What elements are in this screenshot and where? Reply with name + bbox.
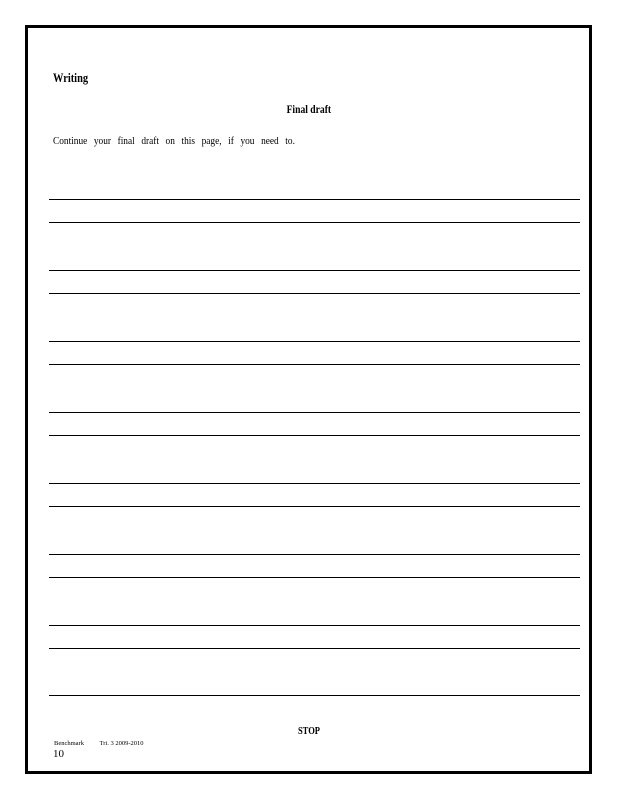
writing-line bbox=[49, 695, 580, 696]
writing-line bbox=[49, 412, 580, 413]
stop-text: STOP bbox=[297, 726, 321, 737]
writing-line bbox=[49, 341, 580, 342]
footer-term: Tri. 3 2009-2010 bbox=[99, 740, 144, 747]
page-title bbox=[0, 102, 618, 117]
writing-line bbox=[49, 625, 580, 626]
writing-line bbox=[49, 435, 580, 436]
writing-line bbox=[49, 577, 580, 578]
instruction-text: Continue your final draft on this page, if you need to. bbox=[53, 135, 295, 147]
stop-label bbox=[0, 726, 618, 737]
writing-line bbox=[49, 554, 580, 555]
footer-benchmark: Benchmark bbox=[54, 740, 84, 747]
writing-line bbox=[49, 293, 580, 294]
writing-line bbox=[49, 506, 580, 507]
page-number: 10 bbox=[53, 748, 64, 760]
writing-line bbox=[49, 270, 580, 271]
writing-line bbox=[49, 483, 580, 484]
section-title: Writing bbox=[53, 70, 89, 85]
writing-line bbox=[49, 364, 580, 365]
footer-meta bbox=[54, 740, 158, 747]
page-title-text: Final draft bbox=[286, 102, 332, 116]
writing-line bbox=[49, 222, 580, 223]
writing-line bbox=[49, 648, 580, 649]
writing-line bbox=[49, 199, 580, 200]
